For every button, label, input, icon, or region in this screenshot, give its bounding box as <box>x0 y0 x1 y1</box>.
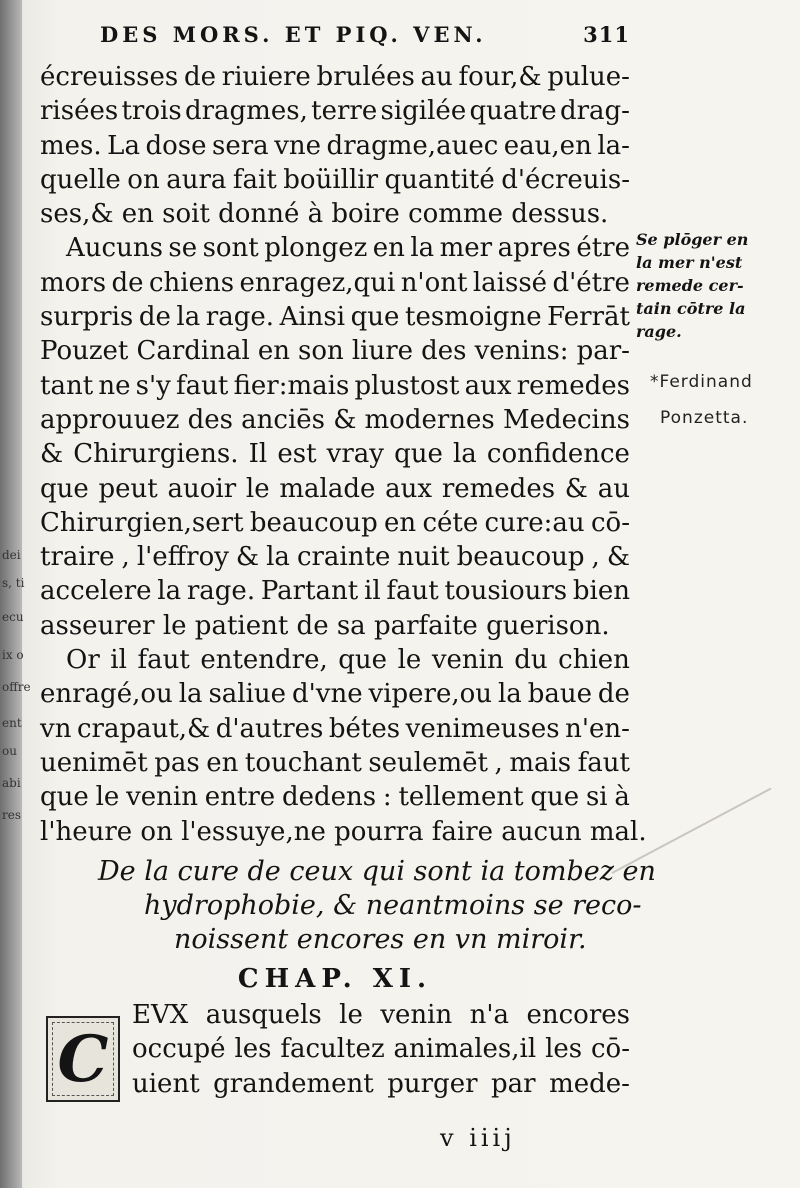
text-line <box>40 574 630 608</box>
word: ausquels <box>205 1000 322 1031</box>
word: entendre, <box>200 645 328 676</box>
word: trois <box>121 96 182 127</box>
text-line <box>40 60 630 94</box>
word: auoir <box>167 473 237 504</box>
word: tant <box>40 370 94 401</box>
word: faut <box>577 747 630 778</box>
word: d'écreuis- <box>501 164 630 195</box>
word: dragmes, <box>184 96 308 127</box>
word: en <box>384 507 417 538</box>
chapter-heading <box>40 855 656 958</box>
word: liure <box>351 336 414 367</box>
word: est <box>277 439 317 470</box>
word: la <box>157 576 182 607</box>
word: venins: <box>474 336 569 367</box>
word: venimeuses <box>405 713 560 744</box>
word: que <box>338 645 388 676</box>
word: La <box>107 130 140 161</box>
text-line <box>40 403 630 437</box>
text-line: l'heure on l'essuye,ne pourra faire aucun mal. <box>40 816 647 847</box>
signature-mark: v iiij <box>440 1124 516 1152</box>
handwritten-annotation: *Ferdinand <box>650 372 753 392</box>
word: four,& <box>458 62 542 92</box>
word: Chirurgiens. <box>73 439 239 470</box>
word: brulées <box>316 62 415 92</box>
word: n'ont <box>400 267 468 298</box>
running-title: DES MORS. ET PIQ. VEN. <box>100 22 487 47</box>
word: de <box>597 679 630 710</box>
handwritten-annotation: Ponzetta. <box>660 408 749 428</box>
word: Partant <box>260 576 359 607</box>
word: son <box>298 336 344 367</box>
heading-line: hydrophobie, & neantmoins se reco- <box>144 890 642 922</box>
word: vipere,ou <box>368 679 493 710</box>
word: que <box>394 439 443 470</box>
word: la <box>410 233 435 264</box>
gutter-fragment: dei <box>2 548 21 562</box>
word: les <box>234 1034 272 1065</box>
word: vne <box>274 130 322 161</box>
word: nuit <box>397 542 450 573</box>
word: crapaut,& <box>76 713 211 744</box>
word: Pouzet <box>40 336 129 367</box>
word: la <box>178 679 203 710</box>
word: & <box>333 404 357 435</box>
word: tesmoigne <box>405 302 542 333</box>
word: le <box>397 645 422 676</box>
word: baue <box>527 679 592 710</box>
word: occupé <box>132 1034 226 1065</box>
word: il <box>364 576 381 607</box>
word: remedes <box>516 370 630 401</box>
word: chien <box>558 645 630 676</box>
word: chiens <box>148 267 235 298</box>
word: sont <box>202 233 259 264</box>
word: écreuisses <box>40 62 179 92</box>
text-line <box>40 780 630 814</box>
text-line <box>40 506 630 540</box>
chapter-paragraph <box>40 998 630 1101</box>
word: animales,il <box>393 1034 537 1065</box>
word: se <box>168 233 198 264</box>
word: , <box>591 542 600 573</box>
text-line <box>40 437 630 471</box>
word: Chirurgien,sert <box>40 507 244 538</box>
margin-note <box>636 228 791 343</box>
word: drag- <box>559 96 630 127</box>
word: accelere <box>40 576 152 607</box>
word: EVX <box>132 1000 189 1031</box>
word: du <box>514 645 548 676</box>
word: laissé <box>472 267 548 298</box>
word: touchant <box>244 747 362 778</box>
paragraph <box>40 643 647 849</box>
text-line: ses,& en soit donné à boire comme dessus. <box>40 199 609 230</box>
word: la- <box>597 130 630 161</box>
word: des <box>187 404 233 435</box>
word: par- <box>576 336 630 367</box>
heading-line: noissent encores en vn miroir. <box>174 924 587 956</box>
word: grandement <box>213 1068 374 1099</box>
word: rage. <box>186 576 256 607</box>
word: d'étre <box>552 267 630 298</box>
main-text-block <box>40 60 656 1101</box>
word: malade <box>279 473 376 504</box>
word: enragé,ou <box>40 679 173 710</box>
word: mors <box>40 267 107 298</box>
word: modernes <box>364 404 495 435</box>
word: fier:mais <box>233 370 350 401</box>
margin-note-line: remede cer- <box>636 276 744 295</box>
word: mais <box>509 747 572 778</box>
gutter-fragment: ecu <box>2 610 24 624</box>
word: la <box>452 439 477 470</box>
text-line <box>40 1032 630 1066</box>
word: aux <box>385 473 433 504</box>
word: encores <box>526 1000 630 1031</box>
text-line <box>40 643 630 677</box>
gutter-fragment: res <box>2 808 21 822</box>
gutter-fragment: s, ti <box>2 576 25 590</box>
word: il <box>110 645 127 676</box>
word: approuuez <box>40 404 180 435</box>
word: de <box>138 302 171 333</box>
word: pulue- <box>547 62 630 92</box>
word: que <box>40 782 89 813</box>
word: boüillir <box>283 164 379 195</box>
word: beaucoup <box>249 507 378 538</box>
page-number: 311 <box>583 22 630 47</box>
text-line <box>40 300 630 334</box>
word: remedes <box>441 473 556 504</box>
word: crainte <box>296 542 391 573</box>
word: dose <box>145 130 207 161</box>
word: uient <box>132 1068 200 1099</box>
word: risées <box>40 96 119 127</box>
paragraph <box>40 60 630 231</box>
word: par <box>491 1068 536 1099</box>
word: pas <box>154 747 200 778</box>
text-line <box>40 677 630 711</box>
word: le <box>339 1000 363 1031</box>
word: & <box>606 542 630 573</box>
word: & <box>40 439 64 470</box>
word: rage. <box>205 302 275 333</box>
word: l'effroy <box>136 542 229 573</box>
word: en <box>372 233 405 264</box>
word: entre <box>204 782 276 813</box>
text-line <box>40 746 630 780</box>
word: plustost <box>354 370 460 401</box>
word: bétes <box>328 713 401 744</box>
word: purger <box>387 1068 478 1099</box>
margin-note-line: rage. <box>636 322 682 341</box>
margin-note-line: Se plōger en <box>636 230 749 249</box>
word: Or <box>66 645 100 676</box>
word: quelle <box>40 164 121 195</box>
word: céte <box>422 507 479 538</box>
word: n'a <box>469 1000 510 1031</box>
heading-line: De la cure de ceux qui sont ia tombez en <box>98 855 656 887</box>
word: seulemēt <box>368 747 488 778</box>
word: traire <box>40 542 115 573</box>
word: venin <box>126 782 198 813</box>
word: mes. <box>40 130 102 161</box>
word: de <box>184 62 217 92</box>
word: surpris <box>40 302 134 333</box>
word: eau,en <box>503 130 592 161</box>
word: cure:au <box>484 507 585 538</box>
word: tellement <box>398 782 524 813</box>
word: anciēs <box>241 404 326 435</box>
word: saliue <box>208 679 287 710</box>
word: vn <box>40 713 72 744</box>
word: d'autres <box>215 713 324 744</box>
word: au <box>420 62 453 92</box>
word: Ferrāt <box>547 302 630 333</box>
word: Il <box>248 439 268 470</box>
gutter-fragment: abi <box>2 776 21 790</box>
word: en <box>206 747 239 778</box>
word: terre <box>311 96 378 127</box>
word: vray <box>326 439 384 470</box>
word: aux <box>464 370 512 401</box>
word: quatre <box>469 96 557 127</box>
text-line <box>40 163 630 197</box>
word: Aucuns <box>66 233 163 264</box>
word: la <box>176 302 201 333</box>
word: dedens <box>281 782 377 813</box>
text-line <box>40 1067 630 1101</box>
text-line <box>40 998 630 1032</box>
word: riuiere <box>221 62 311 92</box>
text-line <box>40 369 630 403</box>
word: Medecins <box>502 404 630 435</box>
word: fait <box>232 164 277 195</box>
text-line <box>40 712 630 746</box>
text-line <box>40 94 630 128</box>
word: Cardinal <box>136 336 250 367</box>
margin-note-line: la mer n'est <box>636 253 743 272</box>
word: : <box>382 782 392 813</box>
word: en <box>257 336 290 367</box>
gutter-fragment: offre <box>2 680 31 694</box>
word: Ainsi <box>279 302 346 333</box>
chapter-number: CHAP. XI. <box>237 963 433 994</box>
word: sigilée <box>380 96 467 127</box>
word: mede- <box>549 1068 630 1099</box>
word: uenimēt <box>40 747 148 778</box>
word: venin <box>380 1000 453 1031</box>
word: que <box>530 782 580 813</box>
word: la <box>266 542 290 573</box>
initial-ornament <box>52 1022 114 1096</box>
word: faut <box>386 576 439 607</box>
word: de <box>111 267 144 298</box>
text-line <box>40 472 630 506</box>
word: cō- <box>590 1034 630 1065</box>
word: aura <box>166 164 227 195</box>
word: faut <box>137 645 190 676</box>
text-line <box>40 266 630 300</box>
word: étre <box>576 233 630 264</box>
word: & <box>235 542 260 573</box>
word: beaucoup <box>456 542 585 573</box>
word: n'en- <box>565 713 630 744</box>
word: ne <box>98 370 131 401</box>
word: plongez <box>264 233 368 264</box>
word: confidence <box>486 439 630 470</box>
gutter-fragment: ent <box>2 716 22 730</box>
word: sera <box>212 130 269 161</box>
word: peut <box>98 473 158 504</box>
word: on <box>127 164 160 195</box>
word: cō- <box>590 507 630 538</box>
word: bien <box>572 576 630 607</box>
word: s'y <box>135 370 171 401</box>
word: que <box>350 302 400 333</box>
word: facultez <box>280 1034 385 1065</box>
word: le <box>95 782 120 813</box>
word: venin <box>431 645 504 676</box>
paragraph <box>40 231 630 643</box>
word: mer <box>439 233 493 264</box>
text-line <box>40 231 630 265</box>
gutter-fragment: ix o <box>2 648 24 662</box>
word: , <box>494 747 503 778</box>
word: le <box>245 473 270 504</box>
margin-note-line: tain cōtre la <box>636 299 746 318</box>
decorated-initial <box>46 1016 120 1102</box>
word: d'vne <box>291 679 363 710</box>
running-header <box>100 22 630 52</box>
gutter-fragment: ou <box>2 744 17 758</box>
word: si <box>585 782 608 813</box>
word: dragme,auec <box>326 130 499 161</box>
word: quantité <box>384 164 495 195</box>
word: les <box>545 1034 583 1065</box>
word: à <box>614 782 630 813</box>
gutter-shadow <box>0 0 31 1188</box>
word: tousiours <box>444 576 568 607</box>
word: que <box>40 473 89 504</box>
word: la <box>497 679 522 710</box>
word: des <box>421 336 467 367</box>
word: , <box>121 542 130 573</box>
initial-letter: C <box>57 1021 109 1097</box>
text-line <box>40 540 630 574</box>
word: enragez,qui <box>239 267 396 298</box>
text-line <box>40 129 630 163</box>
word: faut <box>176 370 229 401</box>
text-line <box>40 334 630 368</box>
word: apres <box>497 233 571 264</box>
word: au <box>597 473 630 504</box>
text-line: asseurer le patient de sa parfaite guerison. <box>40 610 610 641</box>
word: & <box>564 473 588 504</box>
